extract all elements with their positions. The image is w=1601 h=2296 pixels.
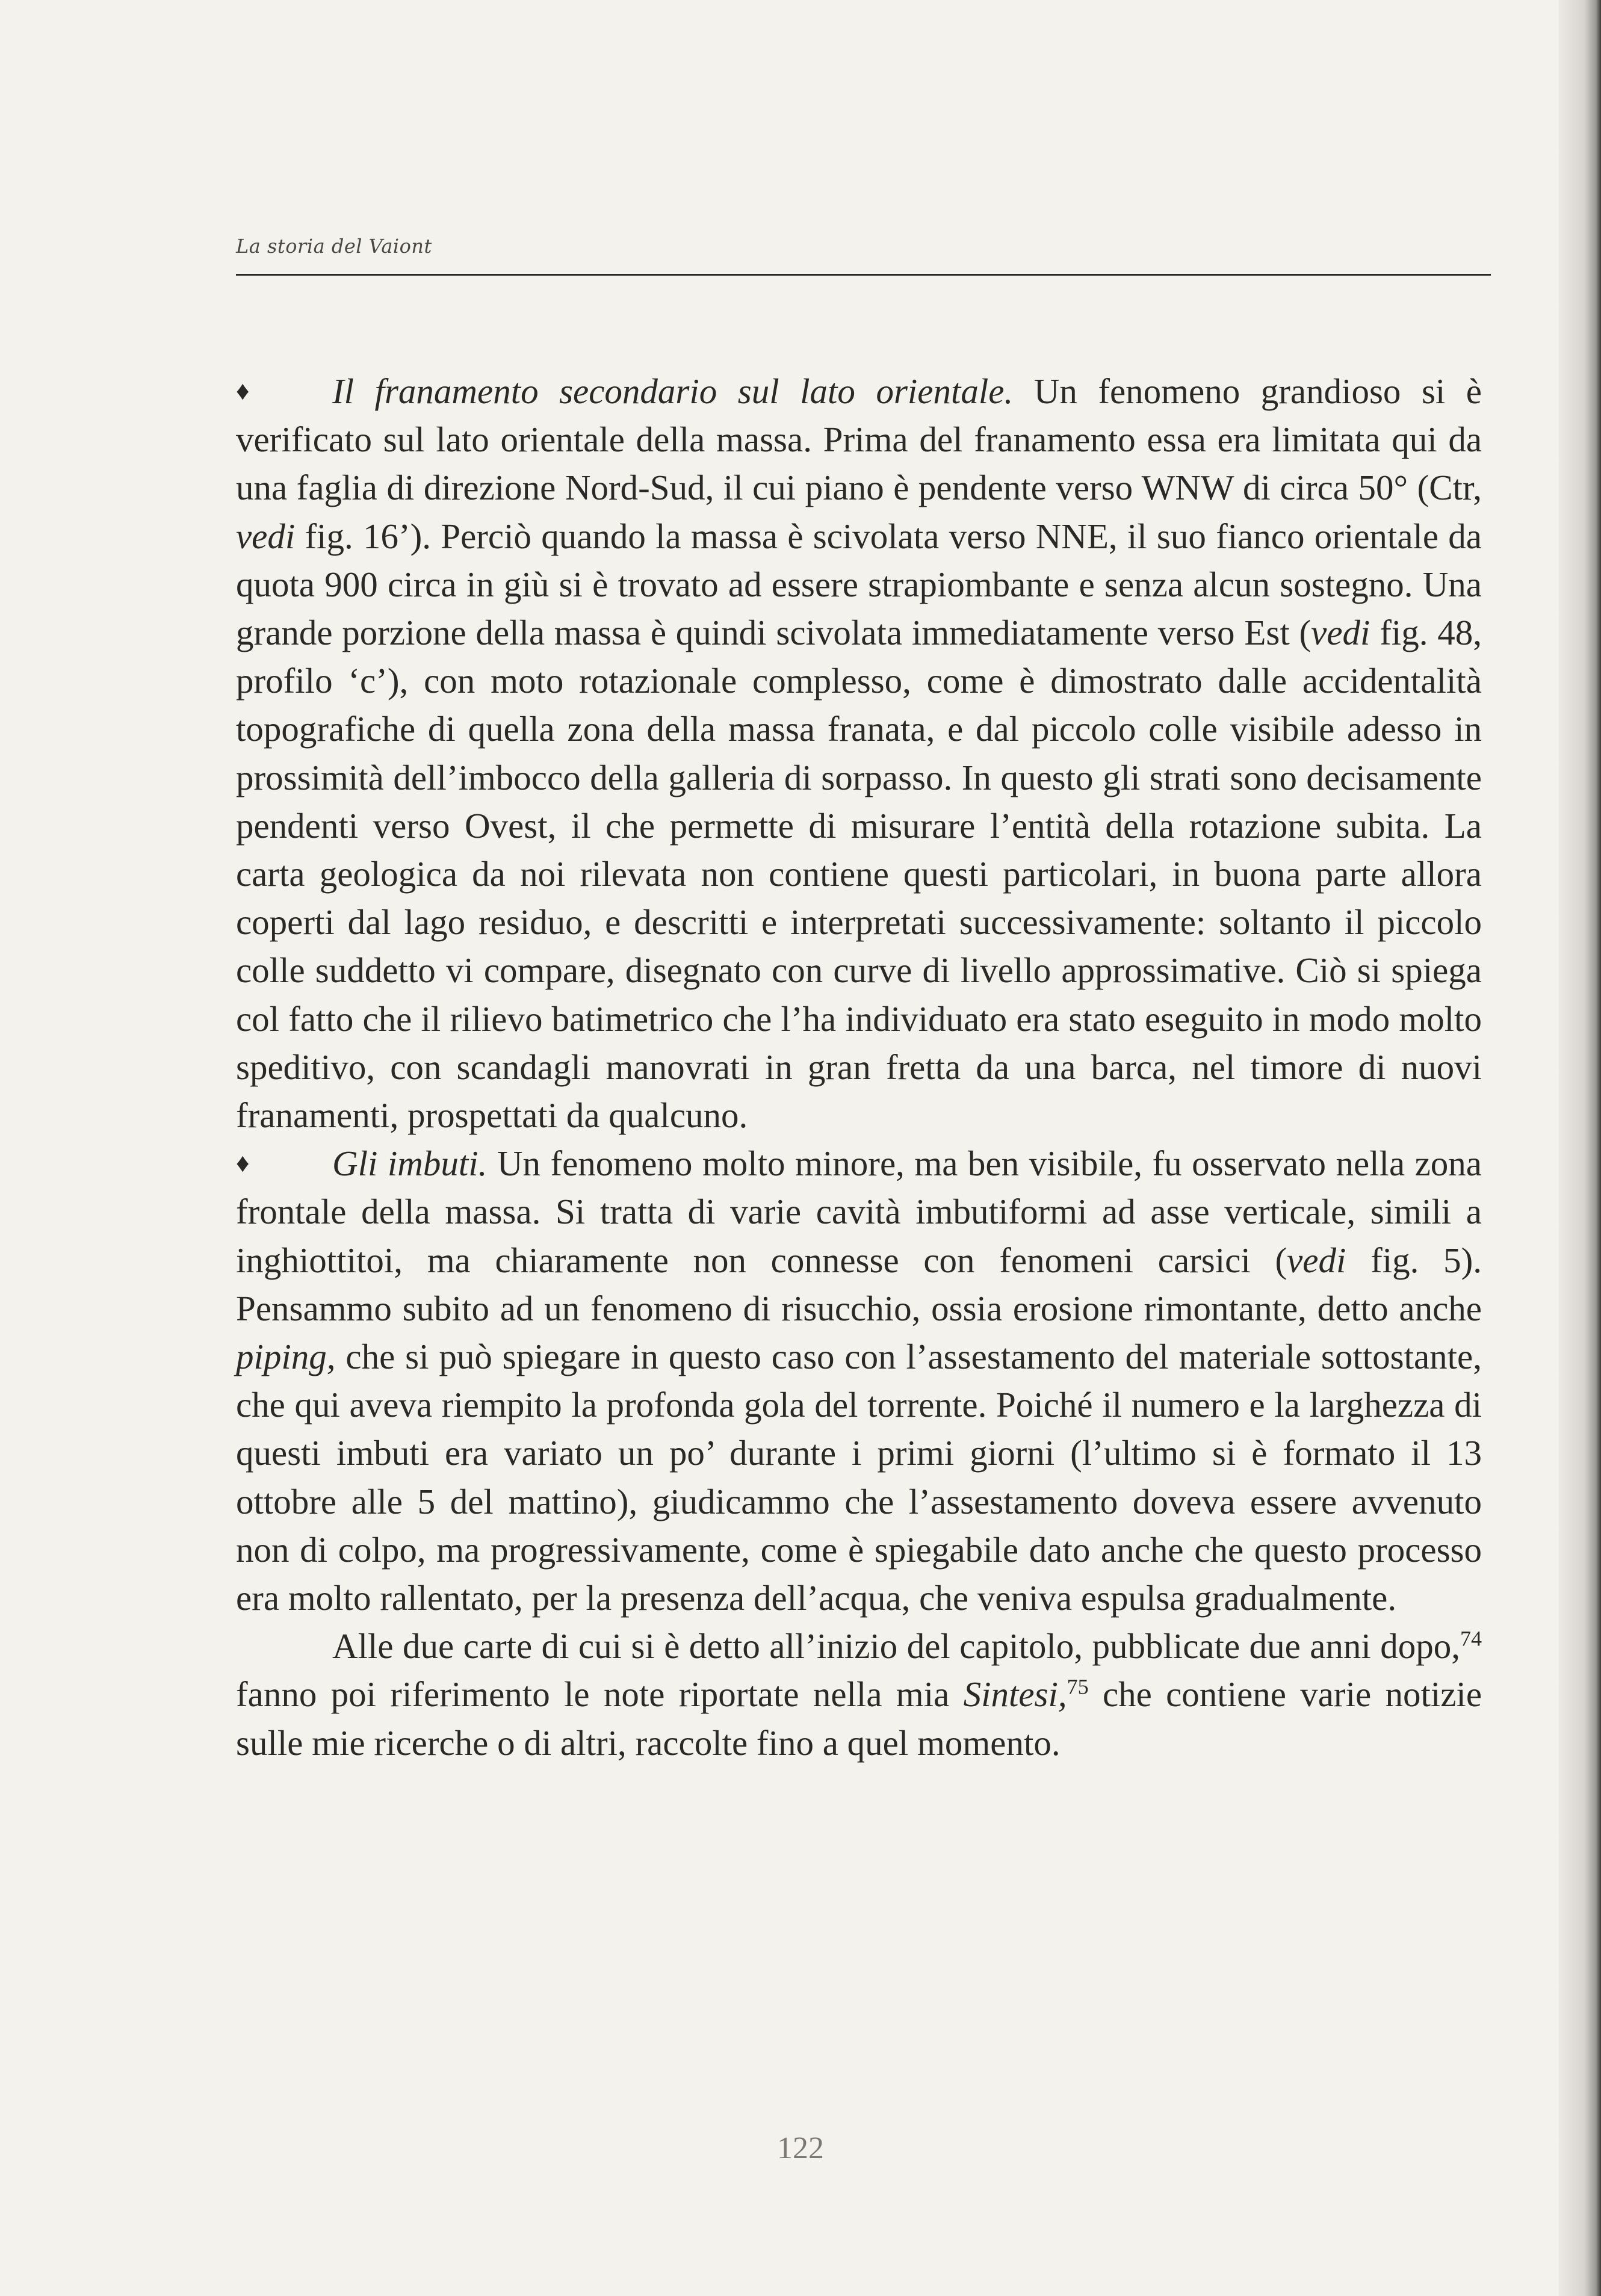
footnote-ref-75[interactable]: 75 bbox=[1067, 1674, 1089, 1699]
vedi-ref: vedi bbox=[236, 516, 296, 556]
paragraph-imbuti bbox=[236, 1139, 1482, 1622]
paragraph-text: Un fenomeno molto minore, ma ben visibile, fu osservato nella zona frontale della massa. Si tratta di varie cavità imbutiformi ad asse verticale, simili a inghiottitoi, ma chiaramente non connesse con fenomeni carsici ( bbox=[236, 1143, 1482, 1280]
paragraph-text: fig. 48, profilo ‘c’), con moto rotazionale complesso, come è dimostrato dalle accidentalità topografiche di quella zona della massa franata, e dal piccolo colle visibile adesso in prossimità dell’imbocco della galleria di sorpasso. In questo gli strati sono decisamente pendenti verso Ovest, il che permette di misurare l’entità della rotazione subita. La carta geologica da noi rilevata non contiene questi particolari, in buona parte allora coperti dal lago residuo, e descritti e interpretati successivamente: soltanto il piccolo colle suddetto vi compare, disegnato con curve di livello approssimative. Ciò si spiega col fatto che il rilievo batimetrico che l’ha individuato era stato eseguito in modo molto speditivo, con scandagli manovrati in gran fretta da una barca, nel timore di nuovi franamenti, prospettati da qualcuno. bbox=[236, 613, 1482, 1136]
paragraph-carte bbox=[236, 1622, 1482, 1767]
paragraph-text: fig. 5). Pensammo subito ad un fenomeno di risucchio, ossia erosione rimontante, detto anche bbox=[236, 1240, 1482, 1328]
running-head: La storia del Vaiont bbox=[236, 235, 432, 258]
bullet-icon: ♦ bbox=[236, 376, 250, 406]
header-rule bbox=[236, 274, 1491, 276]
paragraph-text: Un fenomeno grandioso si è verificato sul lato orientale della massa. Prima del franamento essa era limitata qui da una faglia di direzione Nord-Sud, il cui piano è pendente verso WNW di circa 50° (Ctr, bbox=[236, 371, 1482, 508]
body-text bbox=[236, 367, 1482, 1767]
vedi-ref: vedi bbox=[1311, 613, 1370, 653]
section-title-imbuti: Gli imbuti. bbox=[332, 1143, 488, 1184]
paragraph-text: fanno poi riferimento le note riportate nella mia bbox=[236, 1674, 964, 1715]
paragraph-text: Alle due carte di cui si è detto all’inizio del capitolo, pubblicate due anni dopo, bbox=[332, 1626, 1460, 1666]
paragraph-franamento bbox=[236, 367, 1482, 1139]
paragraph-text: che si può spiegare in questo caso con l’assestamento del materiale sottostante, che qui aveva riempito la profonda gola del torrente. Poiché il numero e la larghezza di questi imbuti era variato un po’ durante i primi giorni (l’ultimo si è formato il 13 ottobre alle 5 del mattino), giudicammo che l’assestamento doveva essere avvenuto non di colpo, ma progressivamente, come è spiegabile dato anche che questo processo era molto rallentato, per la presenza dell’acqua, che veniva espulsa gradualmente. bbox=[236, 1337, 1482, 1618]
vedi-ref: vedi bbox=[1287, 1240, 1346, 1280]
bullet-icon: ♦ bbox=[236, 1148, 250, 1178]
footnote-ref-74[interactable]: 74 bbox=[1460, 1626, 1482, 1651]
section-title-franamento: Il franamento secondario sul lato orientale. bbox=[332, 371, 1014, 411]
piping-term: piping, bbox=[236, 1337, 336, 1377]
page-edge-shadow bbox=[1559, 0, 1601, 2296]
sintesi-title: Sintesi, bbox=[963, 1674, 1067, 1715]
paragraph-text: che contiene varie notizie sulle mie ricerche o di altri, raccolte fino a quel momento. bbox=[236, 1674, 1482, 1763]
page-number: 122 bbox=[777, 2131, 824, 2165]
paragraph-text: fig. 16’). Perciò quando la massa è scivolata verso NNE, il suo fianco orientale da quota 900 circa in giù si è trovato ad essere strapiombante e senza alcun sostegno. Una grande porzione della massa è quindi scivolata immediatamente verso Est ( bbox=[236, 516, 1482, 653]
